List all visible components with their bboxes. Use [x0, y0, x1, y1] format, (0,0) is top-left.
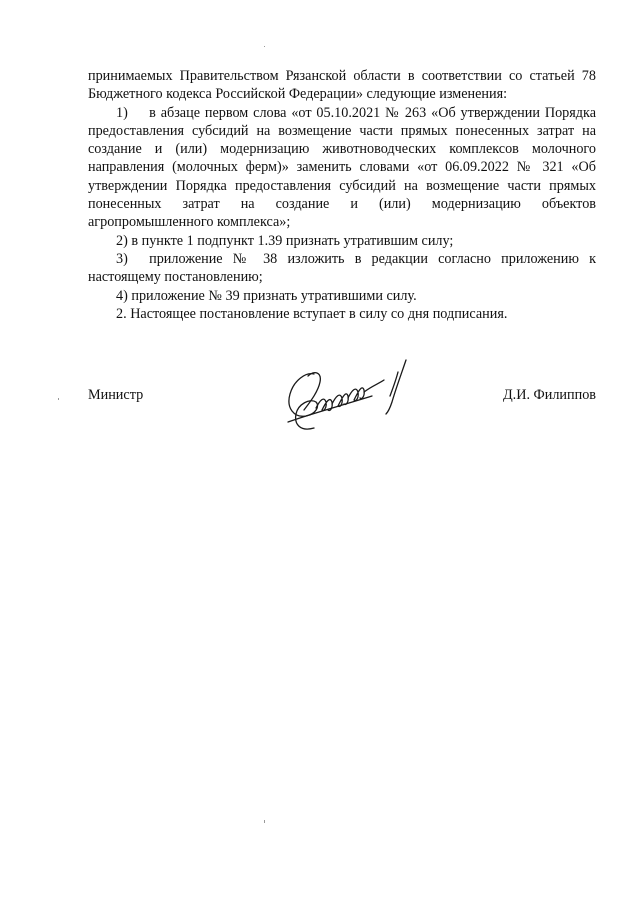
- paragraph-continuation: принимаемых Правительством Рязанской области в соответствии со статьей 78 Бюджетного кодекса Российской Федерации» следующие изменения:: [88, 68, 596, 103]
- paragraph-item-3: 3) приложение № 38 изложить в редакции согласно приложению к настоящему постановлению;: [88, 250, 596, 286]
- paragraph-item-4: 4) приложение № 39 признать утратившими силу.: [116, 287, 417, 304]
- handwritten-signature: [280, 352, 420, 448]
- paragraph-clause-2: 2. Настоящее постановление вступает в силу со дня подписания.: [116, 305, 508, 322]
- signer-name: Д.И. Филиппов: [502, 387, 596, 403]
- paragraph-item-2: 2) в пункте 1 подпункт 1.39 признать утратившим силу;: [116, 232, 454, 249]
- paragraph-item-1: 1) в абзаце первом слова «от 05.10.2021 № 263 «Об утверждении Порядка предоставления субсидий на возмещение части прямых понесенных затрат на создание и (или) модернизацию животноводческих комплексов молочного направления (молочных ферм)» заменить словами «от 06.09.2022 № 321 «Об утверждении Порядка предоставления субсидий на возмещение части прямых понесенных затрат на создание и (или) модернизацию объектов агропромышленного комплекса»;: [88, 104, 596, 231]
- scan-speck: [264, 46, 265, 47]
- document-body: [88, 67, 596, 323]
- scan-speck: [264, 820, 265, 823]
- signer-title: Министр: [88, 387, 144, 403]
- scan-speck: [58, 398, 59, 400]
